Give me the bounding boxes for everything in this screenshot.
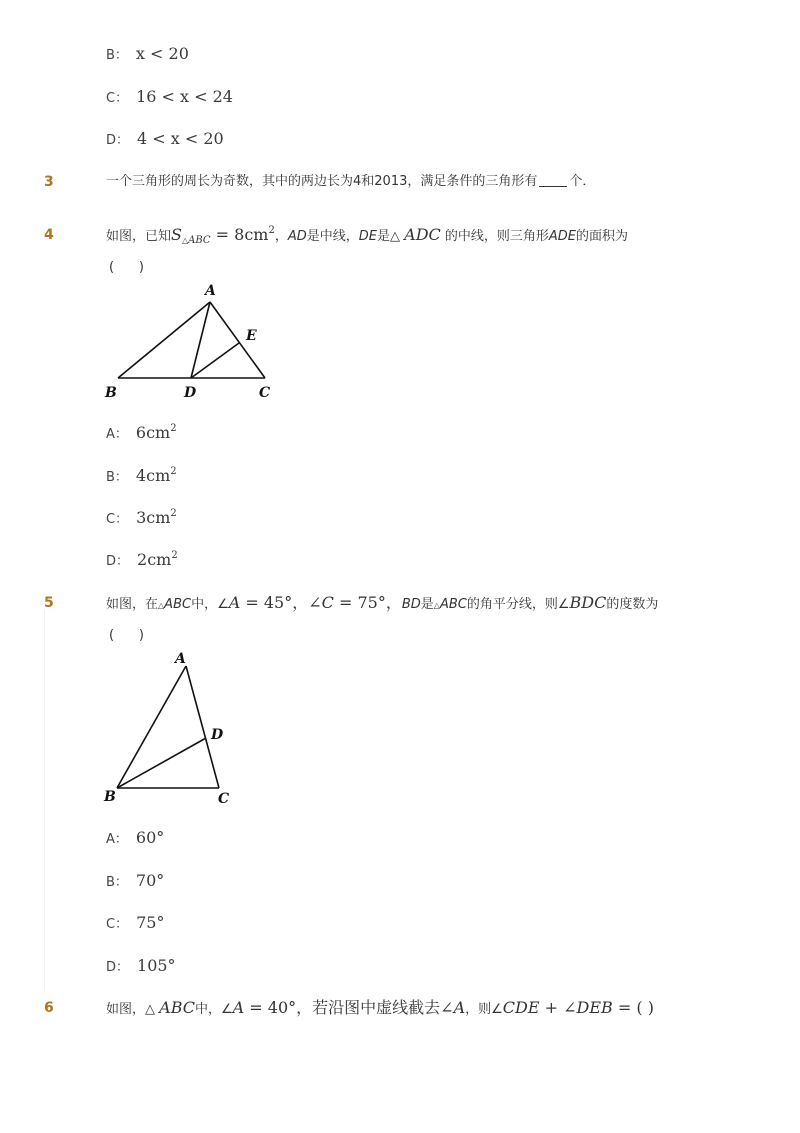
q4-text: 是△ — [377, 229, 405, 244]
option-label: D： — [106, 554, 130, 569]
option-math: 16 < x < 24 — [136, 87, 233, 106]
option-math — [136, 466, 177, 485]
q2-option-d[interactable] — [106, 127, 224, 151]
answer-parentheses: ( ) — [109, 628, 144, 643]
option-value: 70° — [135, 871, 165, 890]
option-exponent: 2 — [171, 550, 178, 561]
q5-option-a[interactable] — [106, 826, 164, 850]
q6-text: 如图，△ — [106, 1002, 160, 1017]
option-label: C： — [106, 917, 129, 932]
q5-text: 的角平分线，则∠ — [466, 597, 570, 612]
q4-option-c[interactable] — [106, 506, 177, 530]
option-math — [136, 423, 177, 442]
question-5-text — [106, 593, 746, 616]
triangle-adc: ADC — [404, 225, 441, 244]
segment-bd: BD — [401, 597, 421, 612]
angle-deb: DEB — [576, 998, 613, 1017]
q5-text: 如图，在 — [106, 597, 159, 612]
q4-text: 的面积为 — [576, 229, 629, 244]
option-value: 3cm — [136, 508, 171, 527]
option-value: 2cm — [137, 550, 172, 569]
q4-text: ， — [274, 229, 288, 244]
angle-a-value: = 45°，∠ — [240, 593, 322, 612]
segment-ad: AD — [287, 229, 307, 244]
option-value: 6cm — [135, 423, 171, 442]
option-label: C： — [106, 91, 129, 106]
option-value: 4cm — [135, 466, 171, 485]
option-value: 60° — [135, 828, 165, 847]
q5-option-c[interactable] — [106, 911, 164, 935]
area-exponent: 2 — [268, 225, 275, 236]
question-number-6: 6 — [44, 1000, 54, 1016]
q6-text: = ( ) — [612, 998, 654, 1017]
question-3-text — [106, 172, 746, 192]
q6-text: + ∠ — [539, 998, 577, 1017]
label-b: B — [105, 385, 117, 401]
q5-figure — [100, 648, 250, 810]
option-math — [137, 550, 178, 569]
option-exponent: 2 — [170, 423, 177, 434]
q4-area-expr — [171, 225, 275, 244]
triangle-symbol: △ — [181, 236, 189, 245]
angle-cde: CDE — [502, 998, 540, 1017]
label-b: B — [104, 789, 116, 805]
option-label: C： — [106, 512, 129, 527]
option-label: A： — [106, 427, 128, 442]
q6-text: ，则∠ — [465, 1002, 503, 1017]
q4-text: 如图，已知 — [106, 229, 172, 244]
label-e: E — [246, 328, 257, 344]
q4-option-a[interactable] — [106, 421, 177, 445]
q6-text: 中，∠ — [195, 1002, 233, 1017]
angle-a: A — [232, 998, 245, 1017]
left-rule — [44, 610, 45, 990]
answer-blank[interactable] — [539, 173, 567, 187]
option-exponent: 2 — [170, 466, 177, 477]
q4-figure — [100, 280, 280, 405]
option-value: 105° — [137, 956, 176, 975]
angle-c-value: = 75°， — [333, 593, 402, 612]
q5-option-d[interactable] — [106, 954, 176, 978]
label-a: A — [175, 651, 186, 667]
q4-text: 的中线，则三角形 — [440, 229, 549, 244]
question-6-text — [106, 998, 746, 1020]
s-letter: S — [171, 225, 182, 244]
triangle-symbol: △ — [158, 601, 165, 610]
q2-option-c[interactable] — [106, 85, 233, 109]
q5-text: 中，∠ — [191, 597, 229, 612]
angle-c: C — [321, 593, 334, 612]
option-math: 4 < x < 20 — [137, 129, 224, 148]
q5-option-b[interactable] — [106, 869, 164, 893]
q5-text: 是 — [420, 597, 434, 612]
q4-option-d[interactable] — [106, 548, 178, 572]
triangle-abc: ABC — [159, 998, 195, 1017]
triangle-ade: ADE — [548, 229, 577, 244]
option-math — [136, 508, 177, 527]
option-exponent: 2 — [170, 508, 177, 519]
question-number-5: 5 — [44, 595, 54, 611]
option-label: B： — [106, 470, 128, 485]
option-math: x < 20 — [135, 44, 189, 63]
angle-bdc: BDC — [569, 593, 607, 612]
option-label: D： — [106, 960, 130, 975]
label-d: D — [211, 727, 224, 743]
q3-text-after: 个． — [569, 174, 596, 189]
segment-ab — [117, 666, 186, 788]
label-a: A — [205, 283, 216, 299]
q5-text: 的度数为 — [606, 597, 659, 612]
angle-a: A — [228, 593, 241, 612]
triangle-symbol: △ — [433, 601, 440, 610]
option-label: A： — [106, 832, 128, 847]
question-number-4: 4 — [44, 227, 54, 243]
label-c: C — [259, 385, 271, 401]
q2-option-b[interactable] — [106, 42, 189, 66]
option-label: B： — [106, 48, 128, 63]
q4-option-b[interactable] — [106, 464, 177, 488]
segment-de: DE — [358, 229, 377, 244]
s-subscript: ABC — [188, 235, 211, 246]
option-label: B： — [106, 875, 128, 890]
option-value: 75° — [136, 913, 165, 932]
segment-ac — [210, 302, 265, 378]
answer-parentheses: ( ) — [109, 260, 144, 275]
label-c: C — [218, 791, 230, 807]
triangle-abc: ABC — [164, 597, 192, 612]
option-label: D： — [106, 133, 130, 148]
q4-text: 是中线， — [306, 229, 359, 244]
question-4-text — [106, 225, 746, 247]
q3-text-before: 一个三角形的周长为奇数，其中的两边长为4和2013，满足条件的三角形有 — [106, 174, 538, 189]
label-d: D — [184, 385, 197, 401]
area-value: = 8cm — [210, 225, 269, 244]
segment-ab — [118, 302, 210, 378]
question-number-3: 3 — [44, 174, 54, 190]
triangle-abc: ABC — [439, 597, 467, 612]
angle-a: A — [453, 998, 466, 1017]
q6-text: = 40°，若沿图中虚线截去∠ — [244, 998, 454, 1017]
